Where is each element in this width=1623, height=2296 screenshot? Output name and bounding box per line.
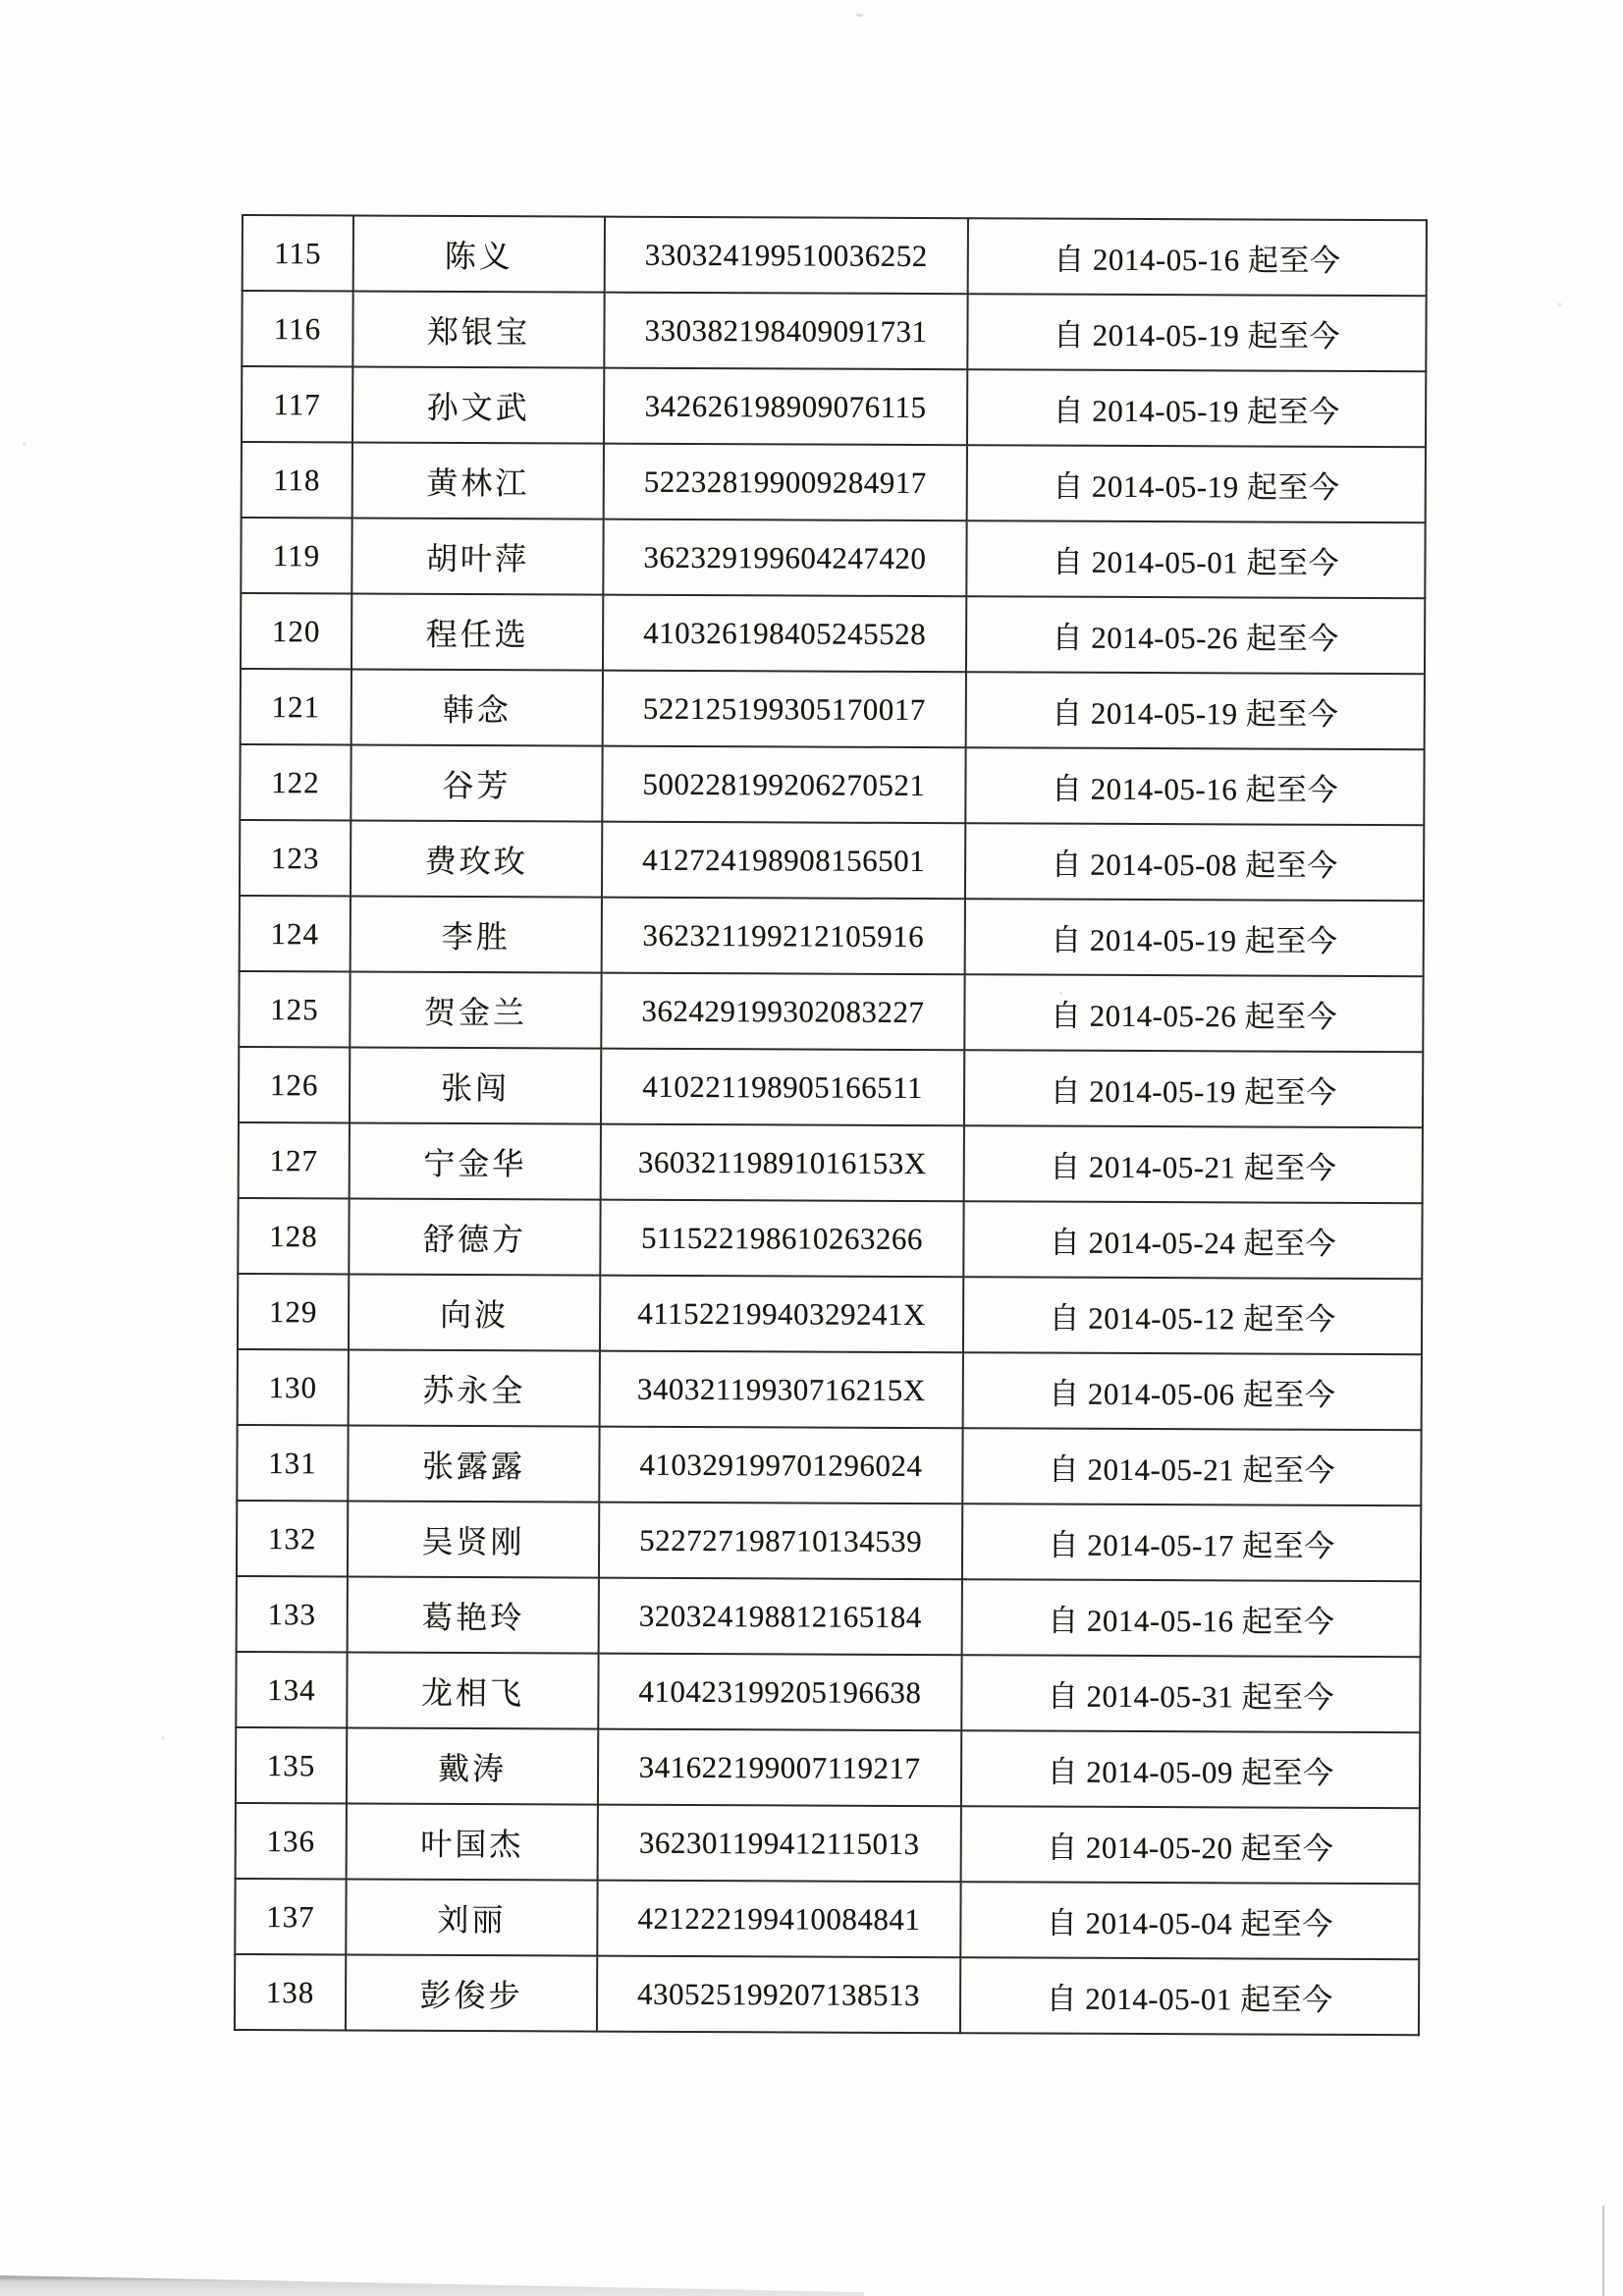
id-number-cell: 410326198405245528 <box>603 595 966 673</box>
period-cell: 自 2014-05-24 起至今 <box>963 1201 1422 1279</box>
id-number-cell: 421222199410084841 <box>597 1881 960 1958</box>
id-number-cell: 410423199205196638 <box>598 1654 961 1731</box>
table-row <box>239 971 1423 1052</box>
name-cell: 吴贤刚 <box>348 1501 599 1577</box>
period-cell: 自 2014-05-01 起至今 <box>966 520 1425 598</box>
name-cell: 费玫玫 <box>351 820 602 897</box>
period-cell: 自 2014-05-21 起至今 <box>964 1125 1423 1203</box>
table-row <box>241 593 1425 674</box>
id-number-cell: 500228199206270521 <box>602 746 965 824</box>
name-cell: 黄林江 <box>352 442 604 519</box>
table-row <box>242 291 1426 371</box>
row-number-cell: 129 <box>238 1274 349 1349</box>
row-number-cell: 128 <box>238 1198 349 1274</box>
period-cell: 自 2014-05-21 起至今 <box>962 1428 1421 1505</box>
table-row <box>240 820 1424 901</box>
row-number-cell: 138 <box>235 1954 346 2030</box>
period-cell: 自 2014-05-19 起至今 <box>967 445 1426 522</box>
row-number-cell: 136 <box>236 1803 347 1879</box>
name-cell: 刘丽 <box>346 1879 597 1955</box>
scan-speck <box>23 442 27 446</box>
period-cell: 自 2014-05-20 起至今 <box>961 1806 1420 1884</box>
row-number-cell: 131 <box>237 1425 348 1501</box>
id-number-cell: 341622199007119217 <box>598 1729 961 1807</box>
scan-speck <box>856 13 863 17</box>
table-row <box>241 518 1425 598</box>
table-row <box>237 1501 1421 1581</box>
period-cell: 自 2014-05-04 起至今 <box>960 1882 1419 1959</box>
name-cell: 宁金华 <box>350 1122 601 1199</box>
scan-speck <box>1059 992 1062 995</box>
name-cell: 苏永全 <box>349 1349 600 1426</box>
table-row <box>240 896 1424 976</box>
name-cell: 程任选 <box>352 593 603 670</box>
table-row <box>238 1198 1422 1279</box>
row-number-cell: 137 <box>235 1879 346 1954</box>
row-number-cell: 132 <box>237 1501 348 1576</box>
row-number-cell: 134 <box>236 1652 347 1727</box>
period-cell: 自 2014-05-08 起至今 <box>965 823 1424 901</box>
row-number-cell: 119 <box>241 518 352 593</box>
row-number-cell: 122 <box>240 744 351 820</box>
table-row <box>237 1425 1421 1505</box>
row-number-cell: 118 <box>242 442 352 518</box>
table-row <box>237 1576 1421 1657</box>
row-number-cell: 126 <box>239 1047 350 1122</box>
roster-table <box>234 214 1428 2036</box>
name-cell: 向波 <box>349 1274 600 1350</box>
id-number-cell: 320324198812165184 <box>599 1578 962 1656</box>
row-number-cell: 130 <box>238 1349 349 1425</box>
period-cell: 自 2014-05-26 起至今 <box>964 974 1423 1052</box>
row-number-cell: 124 <box>240 896 351 971</box>
period-cell: 自 2014-05-16 起至今 <box>968 218 1427 296</box>
row-number-cell: 115 <box>243 215 353 291</box>
row-number-cell: 117 <box>242 366 352 442</box>
id-number-cell: 330382198409091731 <box>604 293 967 370</box>
id-number-cell: 410221198905166511 <box>601 1049 964 1126</box>
period-cell: 自 2014-05-31 起至今 <box>961 1655 1420 1732</box>
table-row <box>242 366 1426 447</box>
table-row <box>238 1349 1422 1430</box>
period-cell: 自 2014-05-12 起至今 <box>963 1277 1422 1354</box>
period-cell: 自 2014-05-26 起至今 <box>966 596 1425 674</box>
id-number-cell: 522125199305170017 <box>603 671 966 748</box>
id-number-cell: 330324199510036252 <box>605 217 968 295</box>
name-cell: 韩念 <box>352 669 603 745</box>
name-cell: 葛艳玲 <box>348 1576 599 1653</box>
table-row <box>235 1879 1419 1959</box>
id-number-cell: 342626198909076115 <box>604 368 967 446</box>
period-cell: 自 2014-05-19 起至今 <box>966 672 1425 749</box>
name-cell: 舒德方 <box>349 1198 600 1275</box>
id-number-cell: 362429199302083227 <box>601 973 964 1051</box>
id-number-cell: 511522198610263266 <box>600 1200 963 1278</box>
id-number-cell: 34032119930716215X <box>600 1351 963 1429</box>
name-cell: 陈义 <box>353 215 605 292</box>
table-row <box>240 744 1424 825</box>
period-cell: 自 2014-05-19 起至今 <box>967 294 1426 371</box>
table-row <box>243 215 1427 296</box>
period-cell: 自 2014-05-06 起至今 <box>963 1352 1422 1430</box>
period-cell: 自 2014-05-09 起至今 <box>961 1730 1420 1808</box>
table-row <box>242 442 1426 522</box>
period-cell: 自 2014-05-19 起至今 <box>965 899 1424 976</box>
roster-table-body <box>235 215 1427 2035</box>
id-number-cell: 522328199009284917 <box>604 444 967 521</box>
id-number-cell: 410329199701296024 <box>599 1427 962 1504</box>
row-number-cell: 125 <box>239 971 350 1047</box>
id-number-cell: 522727198710134539 <box>599 1503 962 1580</box>
name-cell: 郑银宝 <box>352 291 604 367</box>
row-number-cell: 127 <box>239 1122 350 1198</box>
period-cell: 自 2014-05-17 起至今 <box>962 1503 1421 1581</box>
row-number-cell: 133 <box>237 1576 348 1652</box>
scan-shadow-artifact <box>0 2275 864 2296</box>
id-number-cell: 362301199412115013 <box>598 1805 961 1883</box>
table-row <box>236 1727 1420 1808</box>
name-cell: 彭俊步 <box>346 1954 597 2031</box>
id-number-cell: 412724198908156501 <box>602 822 965 900</box>
name-cell: 龙相飞 <box>347 1652 598 1728</box>
scan-edge-artifact <box>1602 2206 1604 2296</box>
id-number-cell: 362329199604247420 <box>603 519 966 597</box>
table-row <box>241 669 1425 749</box>
period-cell: 自 2014-05-19 起至今 <box>964 1050 1423 1127</box>
name-cell: 叶国杰 <box>347 1803 598 1880</box>
table-row <box>239 1122 1423 1203</box>
row-number-cell: 120 <box>241 593 352 669</box>
id-number-cell: 362321199212105916 <box>602 898 965 975</box>
period-cell: 自 2014-05-16 起至今 <box>965 747 1424 825</box>
table-row <box>236 1652 1420 1732</box>
name-cell: 张露露 <box>348 1425 599 1502</box>
period-cell: 自 2014-05-19 起至今 <box>967 369 1426 447</box>
table-row <box>238 1274 1422 1354</box>
name-cell: 戴涛 <box>347 1727 598 1804</box>
row-number-cell: 123 <box>240 820 351 896</box>
name-cell: 张闯 <box>350 1047 601 1123</box>
table-row <box>236 1803 1420 1884</box>
name-cell: 胡叶萍 <box>352 518 603 594</box>
name-cell: 谷芳 <box>351 744 602 821</box>
name-cell: 孙文武 <box>352 366 604 443</box>
name-cell: 李胜 <box>351 896 602 972</box>
scan-speck <box>1557 302 1562 307</box>
name-cell: 贺金兰 <box>350 971 601 1048</box>
row-number-cell: 116 <box>242 291 352 366</box>
row-number-cell: 121 <box>241 669 352 744</box>
table-row <box>239 1047 1423 1127</box>
id-number-cell: 430525199207138513 <box>597 1956 960 2034</box>
scan-speck <box>161 1736 165 1740</box>
id-number-cell: 36032119891016153X <box>601 1124 964 1202</box>
period-cell: 自 2014-05-16 起至今 <box>962 1579 1421 1657</box>
row-number-cell: 135 <box>236 1727 347 1803</box>
period-cell: 自 2014-05-01 起至今 <box>960 1957 1419 2035</box>
table-row <box>235 1954 1419 2035</box>
id-number-cell: 41152219940329241X <box>600 1276 963 1353</box>
